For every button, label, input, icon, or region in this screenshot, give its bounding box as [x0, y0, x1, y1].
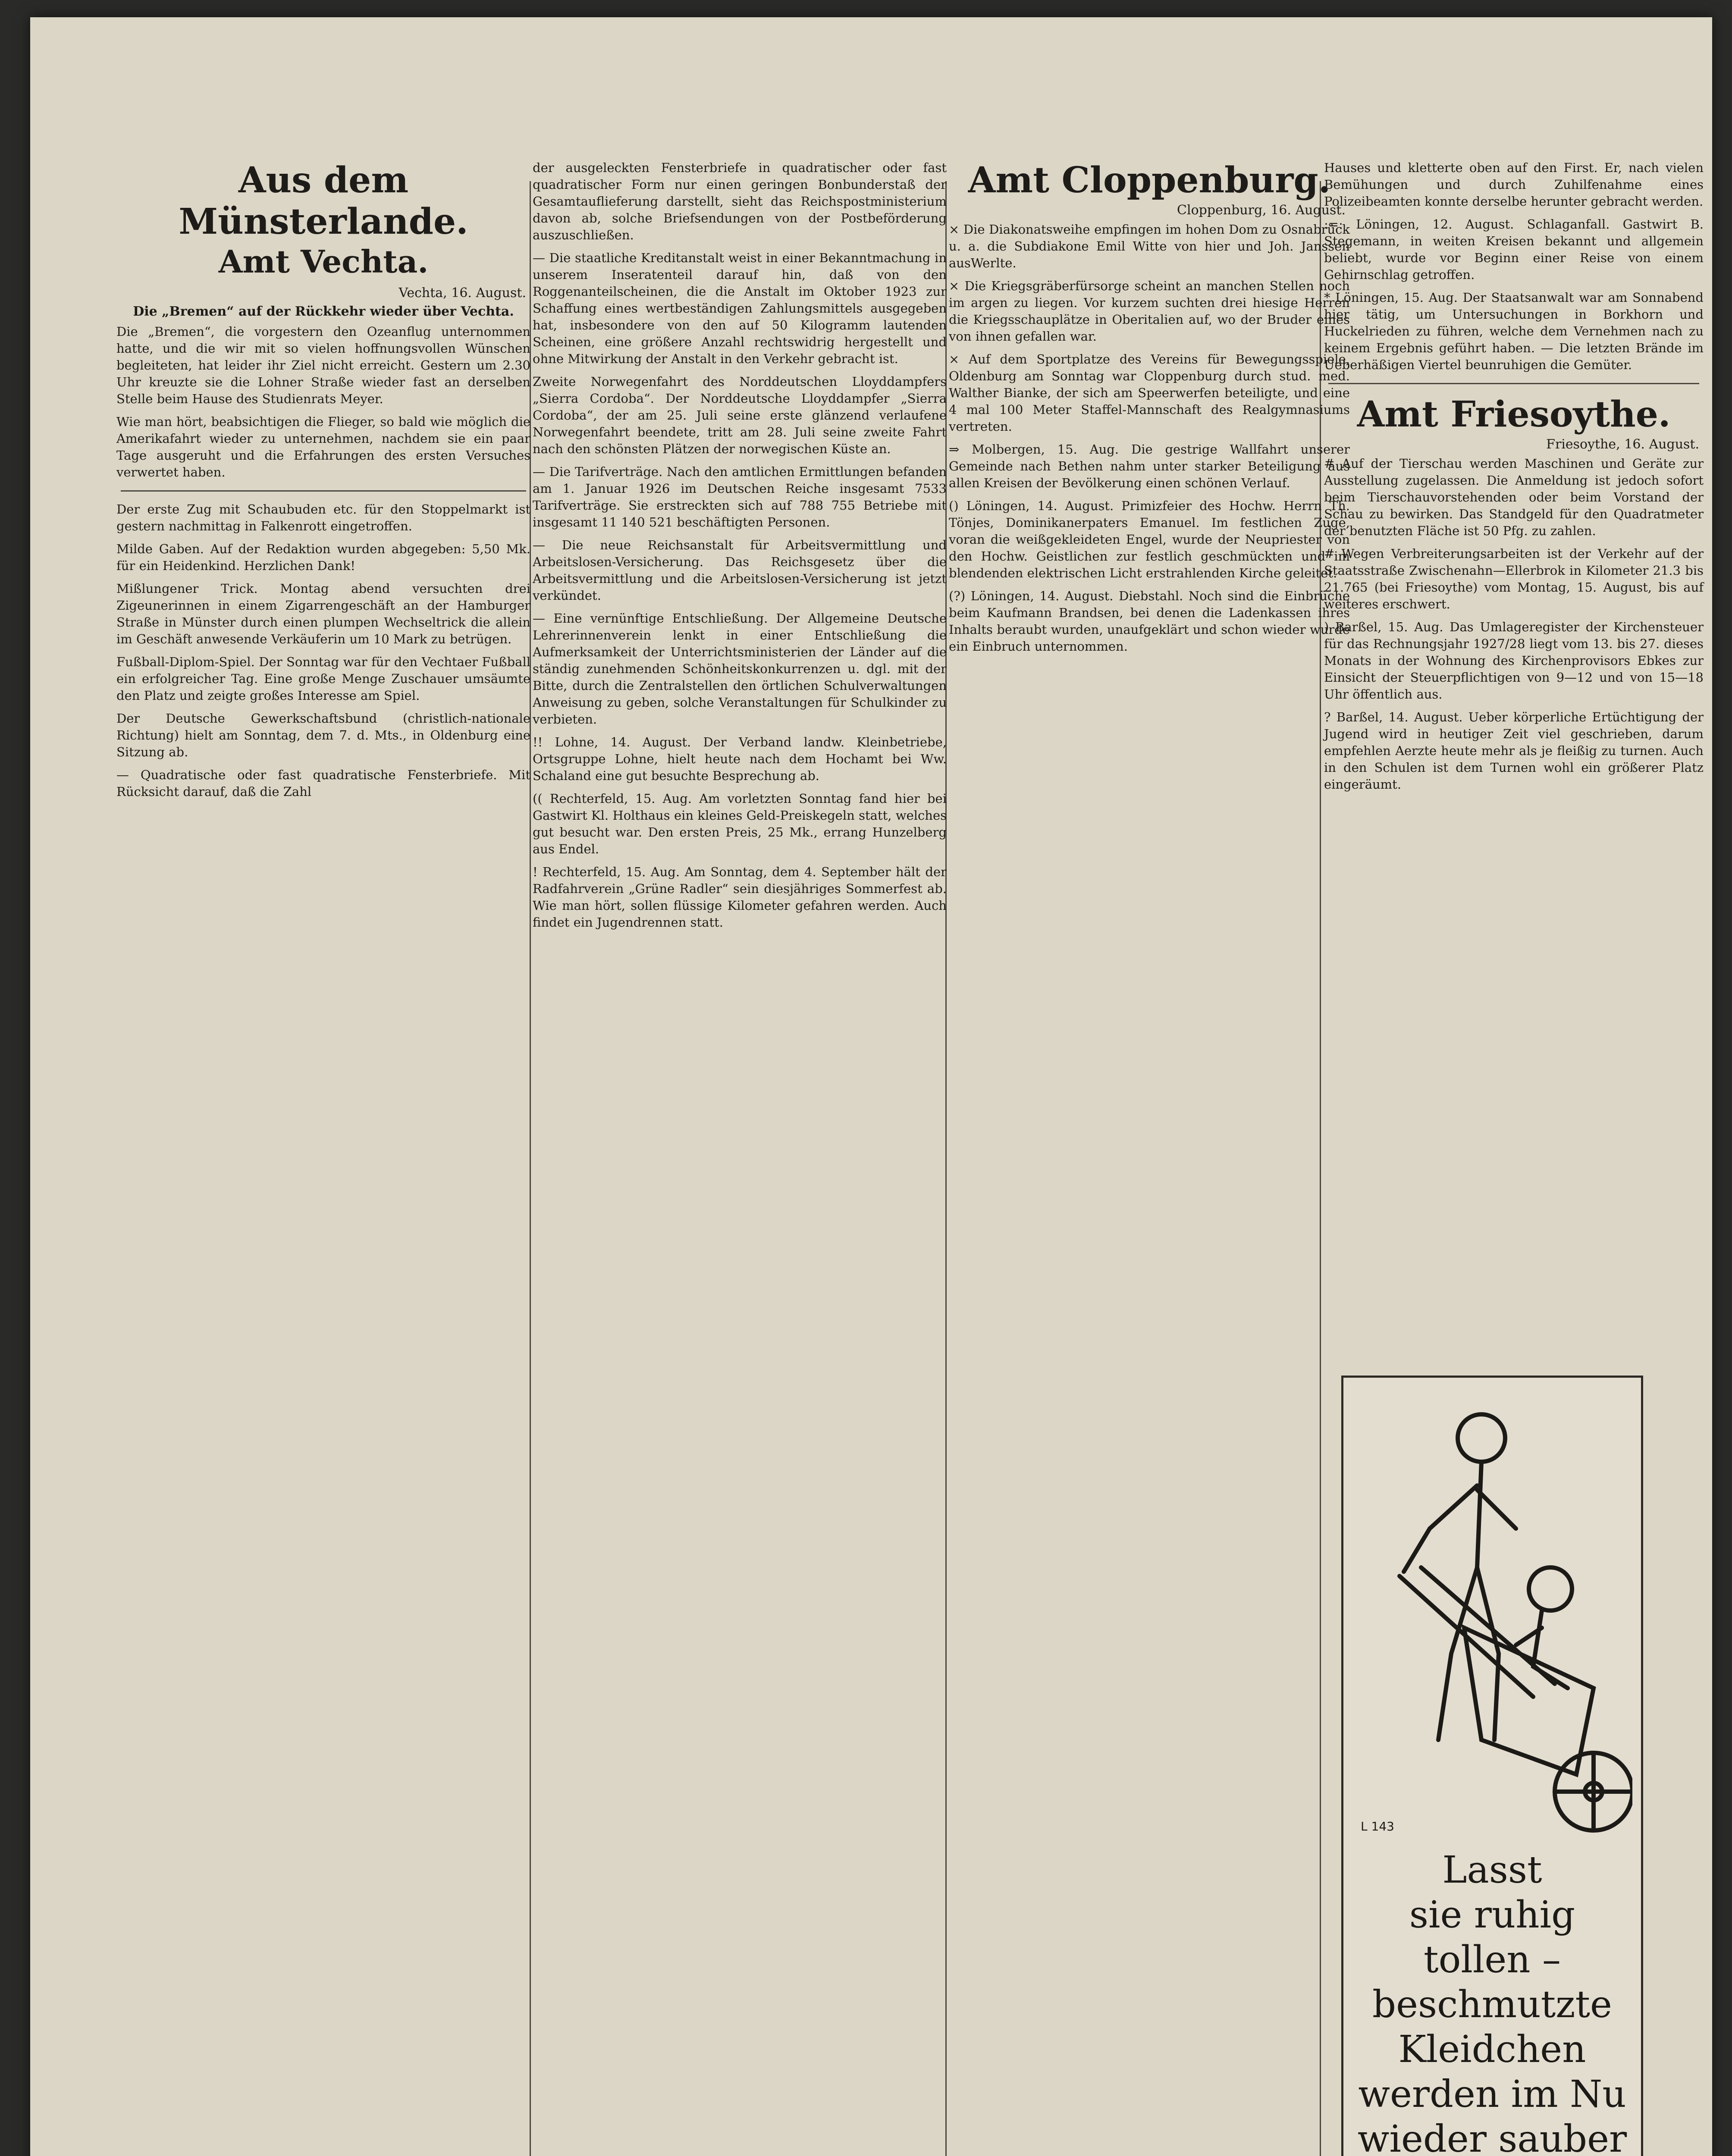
ad-line: Lasst: [1442, 1849, 1542, 1892]
ad-line: beschmutzte: [1372, 1983, 1612, 2026]
lux-advertisement: [1341, 1376, 1643, 2156]
dateline: Friesoythe, 16. August.: [1546, 437, 1699, 452]
article-paragraph: ? Barßel, 14. August. Ueber körperliche Ertüchtigung der Jugend wird in heutiger Zeit viel geschrieben, darum empfehlen Aerzte heute mehr als je fleißig zu turnen. Auch in den Schulen ist dem Turnen wohl ein größerer Platz eingeräumt.: [1324, 710, 1704, 792]
article-paragraph: Fußball-Diplom-Spiel. Der Sonntag war für den Vechtaer Fußball ein erfolgreicher Tag. Eine große Menge Zuschauer umsäumte den Platz und zeigte großes Interesse am Spiel.: [116, 655, 530, 703]
wheelbarrow-illustration: [1352, 1386, 1632, 1839]
ad-text: [1343, 1848, 1641, 2156]
article-headline: Die „Bremen“ auf der Rückkehr wieder über Vechta.: [133, 304, 514, 319]
article-paragraph: ⇒ Molbergen, 15. Aug. Die gestrige Wallfahrt unserer Gemeinde nach Bethen nahm unter starker Beteiligung aus allen Kreisen der Bevölkerung einen schönen Verlauf.: [949, 442, 1350, 490]
article-paragraph: # Wegen Verbreiterungsarbeiten ist der Verkehr auf der Staatsstraße Zwischenahn—Ellerbrok in Kilometer 21.3 bis 21.765 (bei Friesoythe) vom Montag, 15. August, bis auf weiteres erschwert.: [1324, 546, 1704, 611]
ad-line: wieder sauber: [1357, 2118, 1627, 2156]
dateline: Vechta, 16. August.: [398, 285, 526, 301]
artist-mark: L 143: [1361, 1819, 1394, 1833]
article-paragraph: — Die staatliche Kreditanstalt weist in einer Bekanntmachung in unserem Inseratenteil darauf hin, daß von den Roggenanteilscheinen, die die Anstalt im Oktober 1923 zur Schaffung eines wertbeständigen Zahlungsmittels ausgegeben hat, insbesondere von den auf 50 Kilogramm lautenden Scheinen, eine größere Anzahl rechtswidrig hergestellt und ohne Mitwirkung der Anstalt in den Verkehr gebracht ist.: [533, 251, 947, 366]
article-paragraph: Zweite Norwegenfahrt des Norddeutschen Lloyddampfers „Sierra Cordoba“. Der Norddeutsche Lloyddampfer „Sierra Cordoba“, der am 25. Juli seine erste glänzend verlaufene Norwegenfahrt beendete, tritt am 28. Juli seine zweite Fahrt nach den schönsten Plätzen der norwegischen Küste an.: [533, 374, 947, 456]
article-paragraph: Die „Bremen“, die vorgestern den Ozeanflug unternommen hatte, und die wir mit so vielen hoffnungsvollen Wünschen begleiteten, hat leider ihr Ziel nicht erreicht. Gestern um 2.30 Uhr kreuzte sie die Lohner Straße wieder fast an derselben Stelle beim Hause des Studienrats Meyer.: [116, 324, 530, 406]
ad-line: sie ruhig: [1409, 1893, 1575, 1937]
article-paragraph: × Auf dem Sportplatze des Vereins für Bewegungsspiele, Oldenburg am Sonntag war Cloppenburg durch stud. med. Walther Bianke, der sich am Speerwerfen beteiligte, und eine 4 mal 100 Meter Staffel-Mannschaft des Realgymnasiums vertreten.: [949, 352, 1350, 434]
section-heading: Amt Cloppenburg.: [968, 160, 1331, 201]
ad-line: werden im Nu: [1358, 2073, 1626, 2116]
article-paragraph: Milde Gaben. Auf der Redaktion wurden abgegeben: 5,50 Mk. für ein Heidenkind. Herzlichen Dank!: [116, 542, 530, 573]
article-paragraph: :=: Löningen, 12. August. Schlaganfall. Gastwirt B. Stegemann, in weiten Kreisen bekannt und allgemein beliebt, wurde vor Beginn einer Reise von einem Gehirnschlag getroffen.: [1324, 217, 1704, 282]
column-cloppenburg: [949, 160, 1350, 661]
article-paragraph: Wie man hört, beabsichtigen die Flieger, so bald wie möglich die Amerikafahrt wieder zu unternehmen, nachdem sie ein paar Tage ausgeruht und die Erfahrungen des ersten Versuches verwertet haben.: [116, 414, 530, 479]
article-paragraph: der ausgeleckten Fensterbriefe in quadratischer oder fast quadratischer Form nur einen geringen Bonbunderstaß der Gesamtauflieferung darstellt, sieht das Reichspostministerium davon ab, solche Briefsendungen von der Postbeförderung auszuschließen.: [533, 160, 947, 242]
article-paragraph: — Eine vernünftige Entschließung. Der Allgemeine Deutsche Lehrerinnenverein lenkt in einer Entschließung die Aufmerksamkeit der Unterrichtsministerien der Länder auf die ständig zunehmenden Schönheitskonkurrenzen u. dgl. mit der Bitte, durch die Zentralstellen den örtlichen Schulverwaltungen Anweisung zu geben, solche Veranstaltungen für Schulkinder zu verbieten.: [533, 611, 947, 727]
article-paragraph: !! Lohne, 14. August. Der Verband landw. Kleinbetriebe, Ortsgruppe Lohne, hielt heute nach dem Hochamt bei Ww. Schaland eine gut besuchte Besprechung ab.: [533, 735, 947, 783]
dateline: Cloppenburg, 16. August.: [1177, 203, 1346, 218]
article-paragraph: # Auf der Tierschau werden Maschinen und Geräte zur Ausstellung zugelassen. Die Anmeldung ist jedoch sofort beim Tierschauvorstehenden oder beim Vorstand der Schau zu bewirken. Das Standgeld für den Quadratmeter der benutzten Fläche ist 50 Pfg. zu zahlen.: [1324, 456, 1704, 538]
article-paragraph: Der erste Zug mit Schaubuden etc. für den Stoppelmarkt ist gestern nachmittag in Falkenrott eingetroffen.: [116, 502, 530, 533]
column-friesoythe: [1324, 160, 1704, 799]
section-heading: Amt Friesoythe.: [1357, 394, 1671, 435]
ad-line: tollen –: [1424, 1938, 1561, 1981]
column-muensterland: [116, 160, 530, 806]
article-paragraph: — Die neue Reichsanstalt für Arbeitsvermittlung und Arbeitslosen-Versicherung. Das Reichsgesetz über die Arbeitsvermittlung und die Arbeitslosen-Versicherung ist jetzt verkündet.: [533, 538, 947, 603]
article-paragraph: (( Rechterfeld, 15. Aug. Am vorletzten Sonntag fand hier bei Gastwirt Kl. Holthaus ein kleines Geld-Preiskegeln statt, welches gut besucht war. Den ersten Preis, 25 Mk., errang Hunzelberg aus Endel.: [533, 791, 947, 856]
ad-line: Kleidchen: [1398, 2028, 1586, 2071]
section-heading: Aus dem Münsterlande.: [179, 160, 468, 242]
column-2: [533, 160, 947, 937]
article-paragraph: × Die Kriegsgräberfürsorge scheint an manchen Stellen noch im argen zu liegen. Vor kurzem suchten drei hiesige Herren die Kriegsschauplätze in Oberitalien auf, wo der Bruder eines von ihnen gefallen war.: [949, 279, 1350, 344]
article-paragraph: ! Rechterfeld, 15. Aug. Am Sonntag, dem 4. September hält der Radfahrverein „Grüne Radler“ sein diesjähriges Sommerfest ab. Wie man hört, sollen flüssige Kilometer gefahren werden. Auch findet ein Jugendrennen statt.: [533, 865, 947, 930]
newspaper-page: [30, 17, 1712, 2156]
article-paragraph: (?) Löningen, 14. August. Diebstahl. Noch sind die Einbrüche beim Kaufmann Brandsen, bei denen die Ladenkassen ihres Inhalts beraubt wurden, unaufgeklärt und schon wieder wurde ein Einbruch unternommen.: [949, 589, 1350, 654]
article-paragraph: () Löningen, 14. August. Primizfeier des Hochw. Herrn Th. Tönjes, Dominikanerpaters Emanuel. Im festlichen Zuge, voran die weißgekleideten Engel, wurde der Neupriester von den Hochw. Geistlichen zur festlich geschmückten und im blendenden elektrischen Licht erstrahlenden Kirche geleitet.: [949, 498, 1350, 580]
article-paragraph: ) Barßel, 15. Aug. Das Umlageregister der Kirchensteuer für das Rechnungsjahr 1927/28 liegt vom 13. bis 27. dieses Monats in der Wohnung des Kirchenprovisors Ebkes zur Einsicht der Steuerpflichtigen von 9—12 und von 15—18 Uhr öffentlich aus.: [1324, 620, 1704, 702]
article-paragraph: — Quadratische oder fast quadratische Fensterbriefe. Mit Rücksicht darauf, daß die Zahl: [116, 768, 530, 799]
divider: [121, 490, 526, 492]
article-paragraph: Mißlungener Trick. Montag abend versuchten drei Zigeunerinnen in einem Zigarrengeschäft an der Hamburger Straße in Münster durch einen plumpen Wechseltrick die allein im Geschäft anwesende Verkäuferin um 10 Mark zu betrügen.: [116, 581, 530, 646]
article-paragraph: * Löningen, 15. Aug. Der Staatsanwalt war am Sonnabend hier tätig, um Untersuchungen in Borkhorn und Huckelrieden zu führen, welche dem Vernehmen nach zu keinem Ergebnis geführt haben. — Die letzten Brände im Ueberhäßigen Viertel beunruhigen die Gemüter.: [1324, 290, 1704, 372]
divider: [1328, 383, 1699, 384]
article-paragraph: × Die Diakonatsweihe empfingen im hohen Dom zu Osnabrück u. a. die Subdiakone Emil Witte von hier und Joh. Janssen ausWerlte.: [949, 222, 1350, 270]
article-paragraph: — Die Tarifverträge. Nach den amtlichen Ermittlungen befanden am 1. Januar 1926 im Deutschen Reiche insgesamt 7533 Tarifverträge. Sie erstreckten sich auf 788 755 Betriebe mit insgesamt 11 140 521 beschäftigten Personen.: [533, 464, 947, 530]
article-paragraph: Hauses und kletterte oben auf den First. Er, nach vielen Bemühungen und durch Zuhilfenahme eines Polizeibeamten konnte derselbe herunter gebracht werden.: [1324, 160, 1704, 209]
article-paragraph: Der Deutsche Gewerkschaftsbund (christlich-nationale Richtung) hielt am Sonntag, dem 7. d. Mts., in Oldenburg eine Sitzung ab.: [116, 711, 530, 759]
section-subheading: Amt Vechta.: [218, 243, 429, 280]
